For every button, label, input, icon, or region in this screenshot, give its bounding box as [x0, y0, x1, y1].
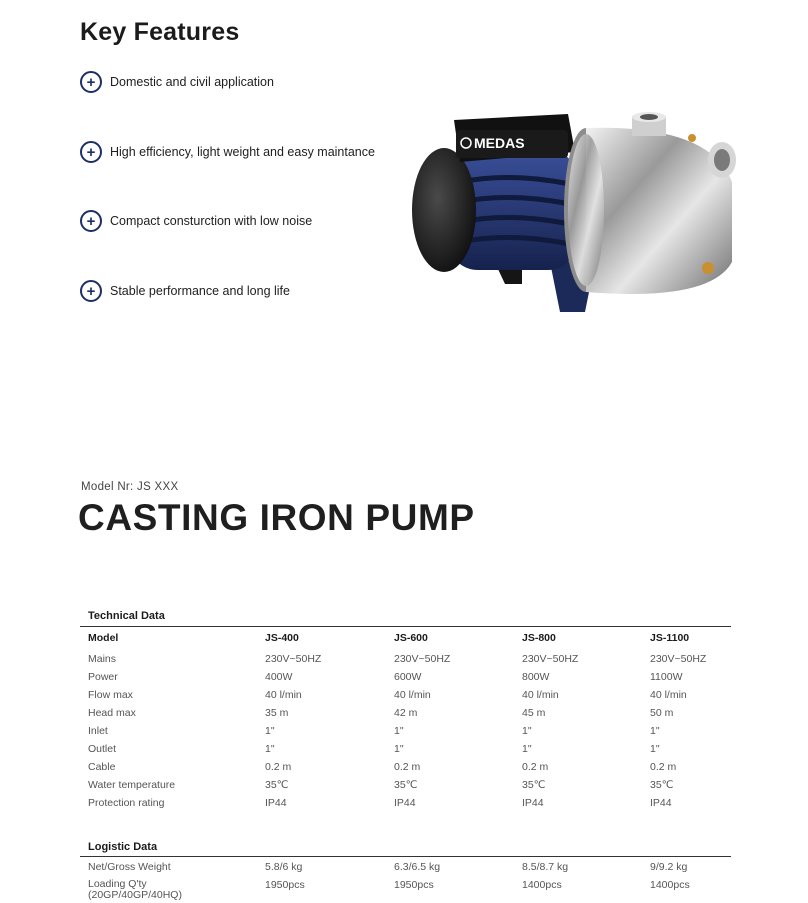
- table-cell: 0.2 m: [522, 761, 549, 773]
- table-row: [88, 779, 738, 797]
- table-cell: Water temperature: [88, 779, 176, 791]
- table-header-cell: JS-1100: [650, 632, 690, 644]
- plus-circle-icon: +: [80, 280, 102, 302]
- table-cell: 35℃: [650, 779, 674, 791]
- table-cell: 400W: [265, 671, 293, 683]
- table-cell: Power: [88, 671, 118, 683]
- table-cell: 1": [650, 725, 660, 737]
- table-cell: 600W: [394, 671, 422, 683]
- table-header-cell: Model: [88, 632, 119, 644]
- feature-item: [80, 210, 312, 232]
- table-cell: 40 l/min: [265, 689, 302, 701]
- table-row: [88, 725, 738, 743]
- table-cell: 40 l/min: [650, 689, 687, 701]
- plus-circle-icon: +: [80, 71, 102, 93]
- table-cell: 0.2 m: [394, 761, 421, 773]
- table-cell: 1": [394, 743, 404, 755]
- table-cell: Mains: [88, 653, 117, 665]
- table-cell: 1": [522, 725, 532, 737]
- table-cell: 0.2 m: [650, 761, 677, 773]
- table-cell: 35℃: [394, 779, 418, 791]
- table-row: [88, 707, 738, 725]
- table-cell: 1": [265, 743, 275, 755]
- table-header-row: [88, 632, 738, 650]
- table-cell: 35℃: [265, 779, 289, 791]
- table-cell: Protection rating: [88, 797, 165, 809]
- table-cell: 230V~50HZ: [522, 653, 579, 665]
- table-cell: 40 l/min: [522, 689, 559, 701]
- product-title: CASTING IRON PUMP: [78, 497, 475, 538]
- table-cell: Inlet: [88, 725, 108, 737]
- table-cell: 6.3/6.5 kg: [394, 861, 441, 873]
- table-cell: 5.8/6 kg: [265, 861, 303, 873]
- table-cell: Flow max: [88, 689, 133, 701]
- technical-data-title: Technical Data: [88, 610, 165, 622]
- table-row: [88, 689, 738, 707]
- table-cell: 8.5/8.7 kg: [522, 861, 569, 873]
- table-header-cell: JS-800: [522, 632, 556, 644]
- table-cell: IP44: [265, 797, 287, 809]
- table-cell: 42 m: [394, 707, 418, 719]
- logistic-data-title: Logistic Data: [88, 841, 158, 853]
- feature-text: Domestic and civil application: [110, 75, 274, 89]
- table-cell: 800W: [522, 671, 550, 683]
- table-cell: IP44: [394, 797, 416, 809]
- table-cell: Cable: [88, 761, 116, 773]
- table-cell: Net/Gross Weight: [88, 861, 171, 873]
- divider: [80, 856, 731, 857]
- table-cell: 45 m: [522, 707, 546, 719]
- plus-circle-icon: +: [80, 141, 102, 163]
- table-cell: 40 l/min: [394, 689, 431, 701]
- pump-image: [410, 112, 740, 317]
- table-header-cell: JS-600: [394, 632, 428, 644]
- table-cell: Head max: [88, 707, 136, 719]
- table-header-cell: JS-400: [265, 632, 299, 644]
- feature-item: [80, 141, 375, 163]
- table-cell: 1950pcs: [265, 879, 305, 891]
- divider: [80, 626, 731, 627]
- key-features-title: Key Features: [80, 18, 240, 46]
- model-number: Model Nr: JS XXX: [81, 481, 179, 493]
- feature-text: Stable performance and long life: [110, 284, 290, 298]
- table-row: [88, 653, 738, 671]
- table-cell: 1100W: [650, 671, 683, 683]
- table-cell: IP44: [650, 797, 672, 809]
- feature-text: Compact consturction with low noise: [110, 214, 313, 228]
- table-cell: Loading Q'ty (20GP/40GP/40HQ): [88, 878, 182, 901]
- table-row: [88, 761, 738, 779]
- table-cell: 0.2 m: [265, 761, 292, 773]
- table-row: [88, 879, 738, 903]
- table-cell: 1400pcs: [650, 879, 690, 891]
- table-cell: 1": [265, 725, 275, 737]
- table-cell: 35℃: [522, 779, 546, 791]
- table-cell: 1950pcs: [394, 879, 434, 891]
- table-row: [88, 743, 738, 761]
- table-cell: 50 m: [650, 707, 674, 719]
- table-cell: 9/9.2 kg: [650, 861, 688, 873]
- table-cell: Outlet: [88, 743, 117, 755]
- table-cell: IP44: [522, 797, 544, 809]
- table-cell: 1400pcs: [522, 879, 562, 891]
- table-cell: 1": [650, 743, 660, 755]
- table-cell: 230V~50HZ: [394, 653, 451, 665]
- table-cell: 1": [394, 725, 404, 737]
- feature-item: [80, 71, 274, 93]
- table-row: [88, 671, 738, 689]
- table-row: [88, 797, 738, 815]
- table-cell: 230V~50HZ: [265, 653, 322, 665]
- table-cell: 230V~50HZ: [650, 653, 707, 665]
- table-row: [88, 861, 738, 879]
- brand-logo-text: MEDAS: [474, 135, 525, 151]
- plus-circle-icon: +: [80, 210, 102, 232]
- table-cell: 35 m: [265, 707, 289, 719]
- feature-item: [80, 280, 290, 302]
- table-cell: 1": [522, 743, 532, 755]
- feature-text: High efficiency, light weight and easy maintance: [110, 145, 375, 159]
